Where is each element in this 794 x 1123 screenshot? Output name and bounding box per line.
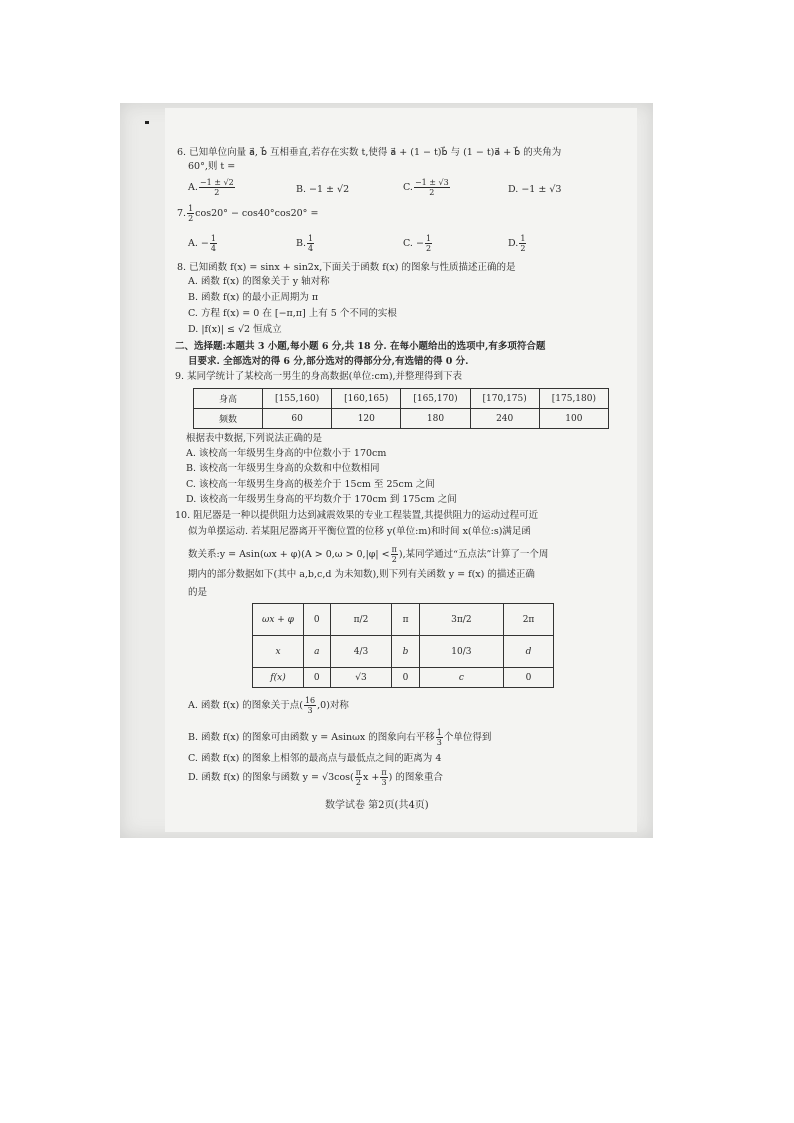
q10-line1: 10. 阻尼器是一种以提供阻力达到减震效果的专业工程装置,其提供阻力的运动过程可近 <box>175 510 539 521</box>
q9-row-cell: 120 <box>332 409 401 429</box>
q7-option-d: D. $\frac{1}{2}$ <box>508 234 526 253</box>
q10-cell: 10/3 <box>419 636 503 668</box>
q9-row-cell: 60 <box>263 409 332 429</box>
q10-table <box>252 603 554 688</box>
q8-option-d: D. |f(x)| ≤ √2 恒成立 <box>188 324 282 335</box>
q9-header-cell: [170,175) <box>470 389 539 409</box>
q10-option-a: A. 函数 f(x) 的图象关于点( $\frac{16}{3}$ ,0)对称 <box>188 696 349 715</box>
q8-stem: 8. 已知函数 f(x) = sinx + sin2x,下面关于函数 f(x) 的图象与性质描述正确的是 <box>177 262 516 273</box>
q10-row1-label: ωx + φ <box>253 604 304 636</box>
q10-cell: π/2 <box>330 604 392 636</box>
q9-option-b: B. 该校高一年级男生身高的众数和中位数相同 <box>186 463 380 474</box>
q9-option-c: C. 该校高一年级男生身高的极差介于 15cm 至 25cm 之间 <box>186 479 435 490</box>
q6-option-b: B. −1 ± √2 <box>296 184 350 195</box>
q6-option-d: D. −1 ± √3 <box>508 184 562 195</box>
q9-header-cell: [155,160) <box>263 389 332 409</box>
q9-option-d: D. 该校高一年级男生身高的平均数介于 170cm 到 175cm 之间 <box>186 494 457 505</box>
q9-row-cell: 100 <box>539 409 608 429</box>
q6-stem-2: 60°,则 t = <box>188 161 236 172</box>
q10-cell: π <box>392 604 419 636</box>
q9-row-label: 频数 <box>194 409 263 429</box>
q10-cell: d <box>504 636 554 668</box>
q9-row-cell: 180 <box>401 409 470 429</box>
q7-option-b: B. $\frac{1}{4}$ <box>296 234 314 253</box>
q10-line4: 期内的部分数据如下(其中 a,b,c,d 为未知数),则下列有关函数 y = f(x) 的描述正确 <box>188 569 535 580</box>
q10-cell: 0 <box>504 668 554 688</box>
q9-table <box>193 388 609 429</box>
q6-stem: 6. 已知单位向量 a⃗, b⃗ 互相垂直,若存在实数 t,使得 a⃗ + (1 − t)b⃗ 与 (1 − t)a⃗ + b⃗ 的夹角为 <box>177 147 562 158</box>
page-footer: 数学试卷 第2页(共4页) <box>325 800 429 811</box>
q10-option-d: D. 函数 f(x) 的图象与函数 y = √3cos( $\frac{\pi}{2}$ x + $\frac{\pi}{3}$ ) 的图象重合 <box>188 768 443 787</box>
q10-cell: c <box>419 668 503 688</box>
q7-option-a: A. − $\frac{1}{4}$ <box>188 234 216 253</box>
q9-row-cell: 240 <box>470 409 539 429</box>
q10-cell: 0 <box>304 604 331 636</box>
q10-cell: 2π <box>504 604 554 636</box>
q10-option-c: C. 函数 f(x) 的图象上相邻的最高点与最低点之间的距离为 4 <box>188 753 442 764</box>
q10-cell: 0 <box>304 668 331 688</box>
q10-line3: 数关系:y = Asin(ωx + φ)(A > 0,ω > 0,|φ| < $\frac{\pi}{2}$ ),某同学通过“五点法”计算了一个周 <box>188 545 549 564</box>
q10-cell: 4/3 <box>330 636 392 668</box>
q10-cell: 3π/2 <box>419 604 503 636</box>
q9-header-cell: [175,180) <box>539 389 608 409</box>
q9-lead: 根据表中数据,下列说法正确的是 <box>186 433 323 444</box>
q10-line2: 似为单摆运动. 若某阻尼器离开平衡位置的位移 y(单位:m)和时间 x(单位:s)满足函 <box>188 526 531 537</box>
section2-line2: 目要求. 全部选对的得 6 分,部分选对的得部分分,有选错的得 0 分. <box>188 356 469 367</box>
q10-cell: a <box>304 636 331 668</box>
section2-line1: 二、选择题:本题共 3 小题,每小题 6 分,共 18 分. 在每小题给出的选项中,有多项符合题 <box>175 341 546 352</box>
q8-option-c: C. 方程 f(x) = 0 在 [−π,π] 上有 5 个不同的实根 <box>188 308 397 319</box>
q9-option-a: A. 该校高一年级男生身高的中位数小于 170cm <box>186 448 387 459</box>
q10-option-b: B. 函数 f(x) 的图象可由函数 y = Asinωx 的图象向右平移 $\frac{1}{3}$ 个单位得到 <box>188 728 492 747</box>
q9-header-cell: [160,165) <box>332 389 401 409</box>
q10-line5: 的是 <box>188 587 208 598</box>
q10-row3-label: f(x) <box>253 668 304 688</box>
q10-cell: b <box>392 636 419 668</box>
q9-header-label: 身高 <box>194 389 263 409</box>
edge-mark <box>145 121 149 124</box>
q8-option-a: A. 函数 f(x) 的图象关于 y 轴对称 <box>188 276 330 287</box>
q10-cell: √3 <box>330 668 392 688</box>
q6-option-a: A. $\frac{-1 \pm √2}{2}$ <box>188 178 234 197</box>
q9-stem: 9. 某同学统计了某校高一男生的身高数据(单位:cm),并整理得到下表 <box>175 371 463 382</box>
q7-stem: 7. $\frac{1}{2}$ cos20° − cos40°cos20° = <box>177 204 319 223</box>
q6-option-c: C. $\frac{-1 \pm √3}{2}$ <box>403 178 449 197</box>
q10-row2-label: x <box>253 636 304 668</box>
q8-option-b: B. 函数 f(x) 的最小正周期为 π <box>188 292 319 303</box>
q9-header-cell: [165,170) <box>401 389 470 409</box>
q10-cell: 0 <box>392 668 419 688</box>
q7-option-c: C. − $\frac{1}{2}$ <box>403 234 432 253</box>
